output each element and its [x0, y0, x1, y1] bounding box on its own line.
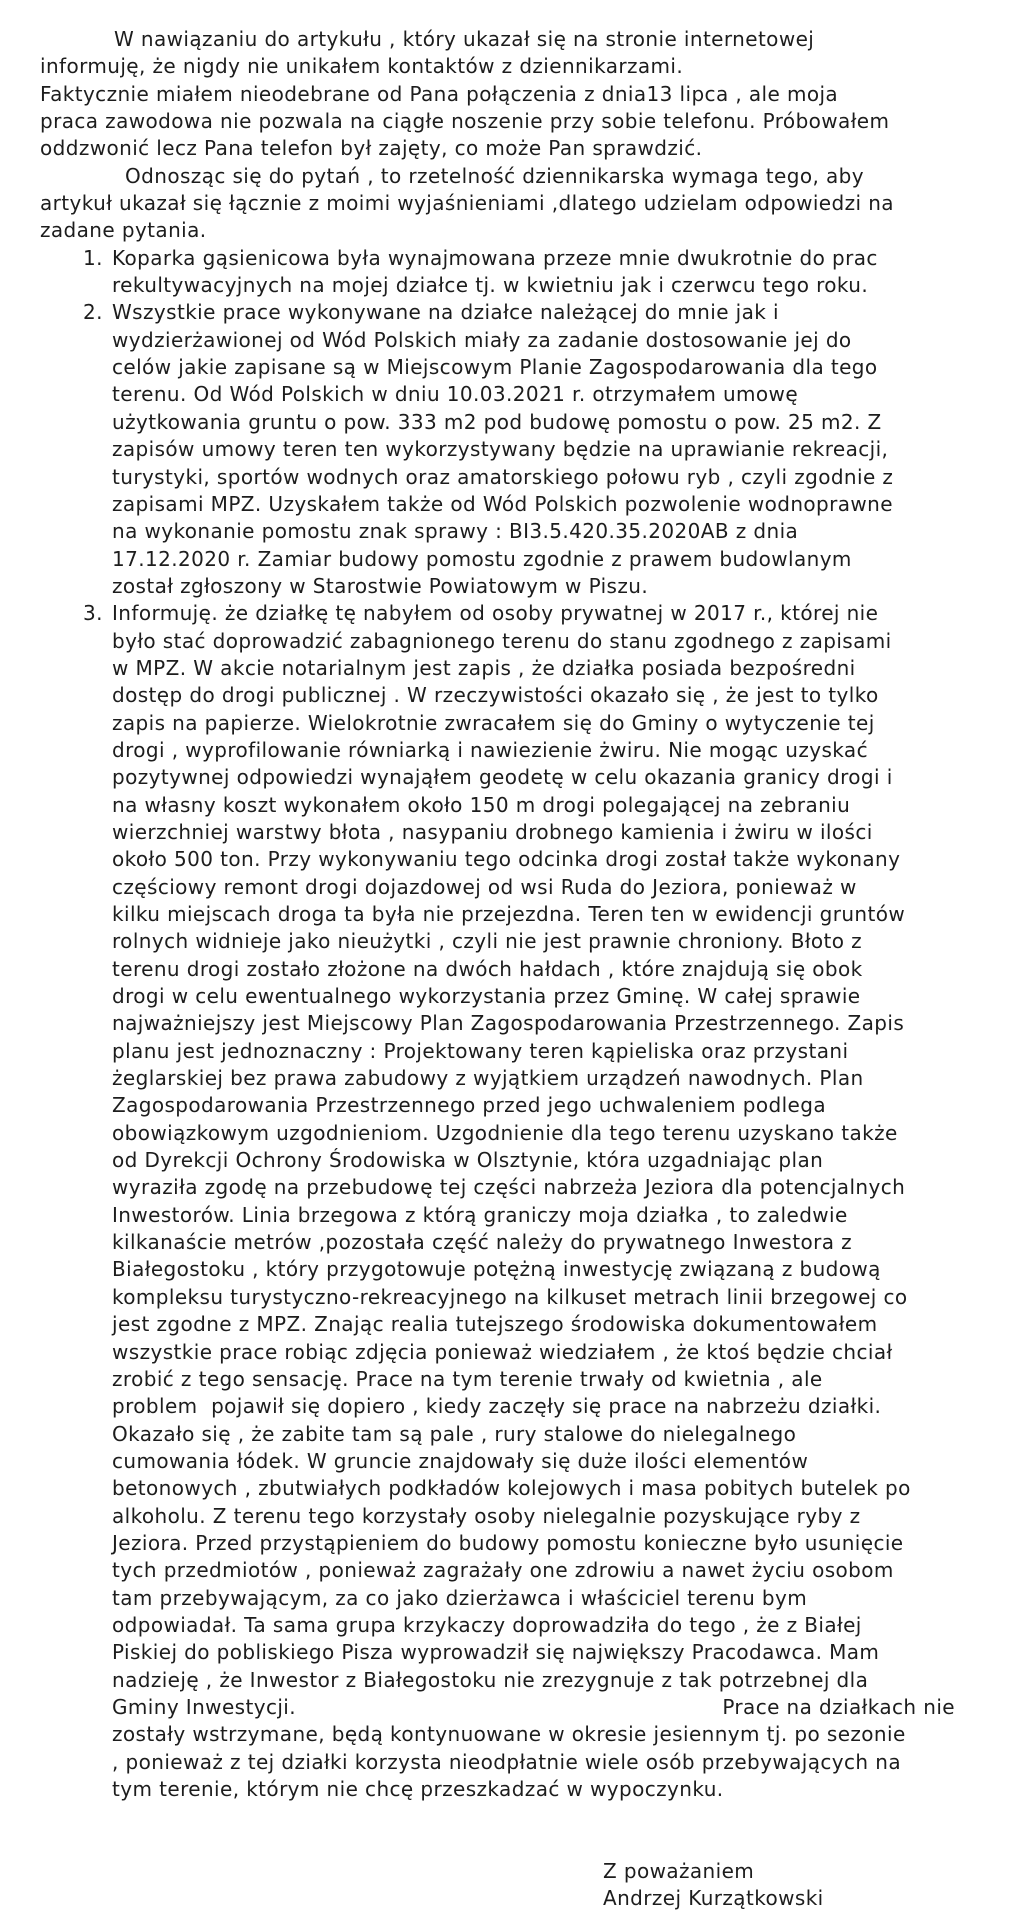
list-number: 3. [83, 601, 103, 626]
text-line: turystyki, sportów wodnych oraz amatorskiego połowu ryb , czyli zgodnie z [112, 464, 894, 489]
text-line: został zgłoszony w Starostwie Powiatowym w Piszu. [112, 573, 649, 598]
list-number: 2. [83, 300, 103, 325]
signature-line: Andrzej Kurzątkowski [603, 1886, 824, 1911]
text-line: w MPZ. W akcie notarialnym jest zapis , że działka posiada bezpośredni [112, 655, 856, 680]
text-line: tam przebywającym, za co jako dzierżawca i właściciel terenu bym [112, 1585, 808, 1610]
text-line: cumowania łódek. W gruncie znajdowały się duże ilości elementów [112, 1448, 809, 1473]
letter-document [40, 26, 990, 1913]
text-line: wyraziła zgodę na przebudowę tej części nabrzeża Jeziora dla potencjalnych [112, 1175, 906, 1200]
text-line: drogi w celu ewentualnego wykorzystania przez Gminę. W całej sprawie [112, 984, 861, 1009]
list-item-text: Koparka gąsienicowa była wynajmowana przeze mnie dwukrotnie do prac [112, 245, 878, 270]
text-line: zapis na papierze. Wielokrotnie zwracałem się do Gminy o wytyczenie tej [112, 710, 875, 735]
text-line: wydzierżawionej od Wód Polskich miały za zadanie dostosowanie jej do [112, 327, 852, 352]
text-line: artykuł ukazał się łącznie z moimi wyjaśnieniami ,dlatego udzielam odpowiedzi na [40, 191, 894, 216]
text-line: zadane pytania. [40, 218, 207, 243]
text-line: około 500 ton. Przy wykonywaniu tego odcinka drogi został także wykonany [112, 847, 901, 872]
text-line: kilkanaście metrów ,pozostała część należy do prywatnego Inwestora z [112, 1230, 853, 1255]
text-line: tym terenie, którym nie chcę przeszkadzać w wypoczynku. [112, 1777, 724, 1801]
text-line: obowiązkowym uzgodnieniom. Uzgodnienie dla tego terenu uzyskano także [112, 1120, 898, 1145]
text-line: praca zawodowa nie pozwala na ciągłe noszenie przy sobie telefonu. Próbowałem [40, 109, 890, 134]
text-line: Piskiej do pobliskiego Pisza wyprowadził się największy Pracodawca. Mam [112, 1640, 880, 1665]
text-line: terenu. Od Wód Polskich w dniu 10.03.2021 r. otrzymałem umowę [112, 382, 799, 407]
text-line: planu jest jednoznaczny : Projektowany teren kąpieliska oraz przystani [112, 1038, 849, 1063]
text-line: rolnych widnieje jako nieużytki , czyli nie jest prawnie chroniony. Błoto z [112, 929, 863, 954]
text-line: odpowiadał. Ta sama grupa krzykaczy doprowadziła do tego , że z Białej [112, 1612, 862, 1637]
text-line: drogi , wyprofilowanie równiarką i nawiezienie żwiru. Nie mogąc uzyskać [112, 737, 868, 762]
text-line: nadzieję , że Inwestor z Białegostoku nie zrezygnuje z tak potrzebnej dla [112, 1667, 869, 1692]
text-line: jest zgodne z MPZ. Znając realia tutejszego środowiska dokumentowałem [112, 1312, 878, 1337]
list-number: 1. [83, 245, 103, 270]
text-line: betonowych , zbutwiałych podkładów kolejowych i masa pobitych butelek po [112, 1476, 911, 1501]
text-line: Białegostoku , który przygotowuje potężną inwestycję związaną z budową [112, 1257, 881, 1282]
list-item-line [40, 299, 990, 326]
text-line: wszystkie prace robiąc zdjęcia ponieważ wiedziałem , że ktoś będzie chciał [112, 1339, 893, 1364]
signature-line: Z poważaniem [603, 1859, 755, 1884]
text-line: dostęp do drogi publicznej . W rzeczywistości okazało się , że jest to tylko [112, 683, 879, 708]
text-line: , ponieważ z tej działki korzysta nieodpłatnie wiele osób przebywających na [112, 1749, 901, 1774]
text-segment-right: Prace na działkach nie [722, 1694, 955, 1719]
text-line: na własny koszt wykonałem około 150 m drogi polegającej na zebraniu [112, 792, 851, 817]
text-line: zostały wstrzymane, będą kontynuowane w okresie jesiennym tj. po sezonie [112, 1722, 906, 1747]
text-line: kompleksu turystyczno-rekreacyjnego na kilkuset metrach linii brzegowej co [112, 1284, 908, 1309]
text-line: zrobić z tego sensację. Prace na tym terenie trwały od kwietnia , ale [112, 1366, 823, 1391]
text-segment-left: Gminy Inwestycji. [112, 1694, 297, 1719]
text-line: Zagospodarowania Przestrzennego przed jego uchwaleniem podlega [112, 1093, 826, 1118]
text-line: pozytywnej odpowiedzi wynająłem geodetę w celu okazania granicy drogi i [112, 765, 893, 790]
text-line: najważniejszy jest Miejscowy Plan Zagospodarowania Przestrzennego. Zapis [112, 1011, 905, 1036]
text-line: informuję, że nigdy nie unikałem kontaktów z dziennikarzami. [40, 54, 684, 79]
text-line: tych przedmiotów , ponieważ zagrażały one zdrowiu a nawet życiu osobom [112, 1558, 894, 1583]
text-line: częściowy remont drogi dojazdowej od wsi Ruda do Jeziora, ponieważ w [112, 874, 857, 899]
text-line: rekultywacyjnych na mojej działce tj. w kwietniu jak i czerwcu tego roku. [112, 273, 869, 298]
blank-line [40, 1803, 990, 1830]
text-line: zapisami MPZ. Uzyskałem także od Wód Polskich pozwolenie wodnoprawne [112, 491, 893, 516]
text-line: żeglarskiej bez prawa zabudowy z wyjątkiem urządzeń nawodnych. Plan [112, 1066, 864, 1091]
text-line: Inwestorów. Linia brzegowa z którą graniczy moja działka , to zaledwie [112, 1202, 848, 1227]
text-line: terenu drogi zostało złożone na dwóch hałdach , które znajdują się obok [112, 956, 863, 981]
text-line [40, 1694, 955, 1721]
text-line: oddzwonić lecz Pana telefon był zajęty, co może Pan sprawdzić. [40, 136, 703, 161]
list-item-text: Informuję. że działkę tę nabyłem od osoby prywatnej w 2017 r., której nie [112, 601, 879, 626]
text-line: Odnosząc się do pytań , to rzetelność dziennikarska wymaga tego, aby [125, 163, 864, 188]
text-line: alkoholu. Z terenu tego korzystały osoby nielegalnie pozyskujące ryby z [112, 1503, 861, 1528]
text-line: wierzchniej warstwy błota , nasypaniu drobnego kamienia i żwiru w ilości [112, 819, 873, 844]
text-line: zapisów umowy teren ten wykorzystywany będzie na uprawianie rekreacji, [112, 437, 889, 462]
blank-line [40, 1831, 990, 1858]
list-item-text: Wszystkie prace wykonywane na działce należącej do mnie jak i [112, 300, 779, 325]
text-line: Okazało się , że zabite tam są pale , rury stalowe do nielegalnego [112, 1421, 797, 1446]
list-item-line [40, 245, 990, 272]
text-line: 17.12.2020 r. Zamiar budowy pomostu zgodnie z prawem budowlanym [112, 546, 852, 571]
text-line: na wykonanie pomostu znak sprawy : BI3.5.420.35.2020AB z dnia [112, 519, 799, 544]
text-line: W nawiązaniu do artykułu , który ukazał się na stronie internetowej [114, 27, 815, 51]
text-line: od Dyrekcji Ochrony Środowiska w Olsztynie, która uzgadniając plan [112, 1148, 824, 1173]
text-line: było stać doprowadzić zabagnionego terenu do stanu zgodnego z zapisami [112, 628, 892, 653]
list-item-line [40, 600, 990, 627]
text-line: Faktycznie miałem nieodebrane od Pana połączenia z dnia13 lipca , ale moja [40, 81, 839, 106]
text-line: Jeziora. Przed przystąpieniem do budowy pomostu konieczne było usunięcie [112, 1530, 904, 1555]
text-line: kilku miejscach droga ta była nie przejezdna. Teren ten w ewidencji gruntów [112, 902, 906, 926]
text-line: użytkowania gruntu o pow. 333 m2 pod budowę pomostu o pow. 25 m2. Z [112, 409, 882, 434]
text-line: problem pojawił się dopiero , kiedy zaczęły się prace na nabrzeżu działki. [112, 1394, 882, 1419]
text-line: celów jakie zapisane są w Miejscowym Planie Zagospodarowania dla tego [112, 355, 878, 380]
